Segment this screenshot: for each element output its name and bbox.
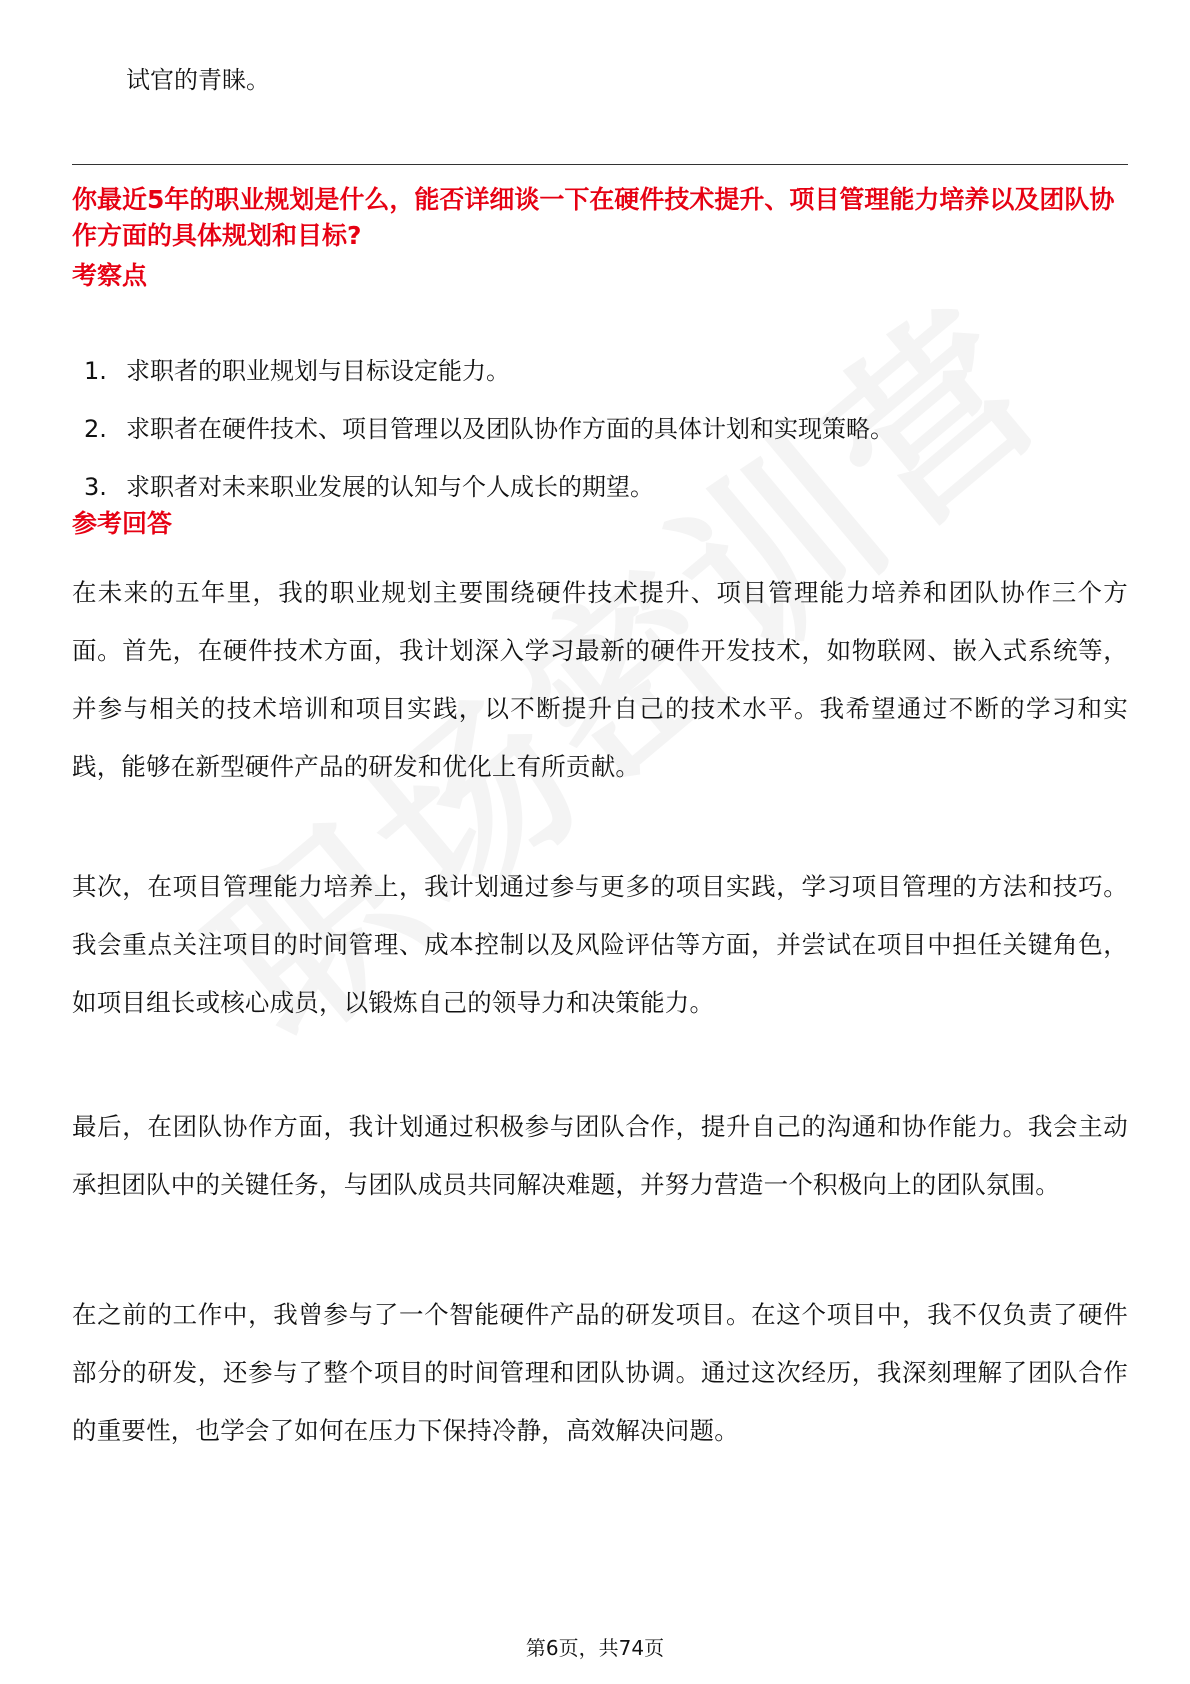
answer-paragraph: 在之前的工作中，我曾参与了一个智能硬件产品的研发项目。在这个项目中，我不仅负责了硬件部分的研发，还参与了整个项目的时间管理和团队协调。通过这次经历，我深刻理解了团队合作的重要性，也学会了如何在压力下保持冷静，高效解决问题。 <box>72 1300 1128 1445</box>
list-text: 求职者的职业规划与目标设定能力。 <box>126 357 510 385</box>
interview-question: 你最近5年的职业规划是什么，能否详细谈一下在硬件技术提升、项目管理能力培养以及团队协作方面的具体规划和目标? <box>72 185 1115 250</box>
reference-answer-heading: 参考回答 <box>72 509 173 538</box>
continued-text: 试官的青睐。 <box>126 66 270 94</box>
page-number-footer: 第6页，共74页 <box>525 1636 665 1660</box>
answer-paragraph: 在未来的五年里，我的职业规划主要围绕硬件技术提升、项目管理能力培养和团队协作三个方面。首先，在硬件技术方面，我计划深入学习最新的硬件开发技术，如物联网、嵌入式系统等，并参与相关的技术培训和项目实践，以不断提升自己的技术水平。我希望通过不断的学习和实践，能够在新型硬件产品的研发和优化上有所贡献。 <box>72 578 1128 781</box>
list-item <box>84 353 1124 411</box>
list-item <box>84 411 1124 469</box>
answer-paragraph: 其次，在项目管理能力培养上，我计划通过参与更多的项目实践，学习项目管理的方法和技巧。我会重点关注项目的时间管理、成本控制以及风险评估等方面，并尝试在项目中担任关键角色，如项目组长或核心成员，以锻炼自己的领导力和决策能力。 <box>72 872 1128 1017</box>
section-divider <box>72 164 1128 165</box>
list-item <box>84 469 1124 527</box>
list-number: 3. <box>84 473 107 501</box>
list-text: 求职者对未来职业发展的认知与个人成长的期望。 <box>126 473 654 501</box>
exam-points-heading: 考察点 <box>72 261 148 290</box>
answer-paragraph: 最后，在团队协作方面，我计划通过积极参与团队合作，提升自己的沟通和协作能力。我会主动承担团队中的关键任务，与团队成员共同解决难题，并努力营造一个积极向上的团队氛围。 <box>72 1112 1128 1199</box>
list-number: 2. <box>84 415 107 443</box>
list-number: 1. <box>84 357 107 385</box>
exam-points-list <box>84 353 1124 527</box>
list-text: 求职者在硬件技术、项目管理以及团队协作方面的具体计划和实现策略。 <box>126 415 894 443</box>
